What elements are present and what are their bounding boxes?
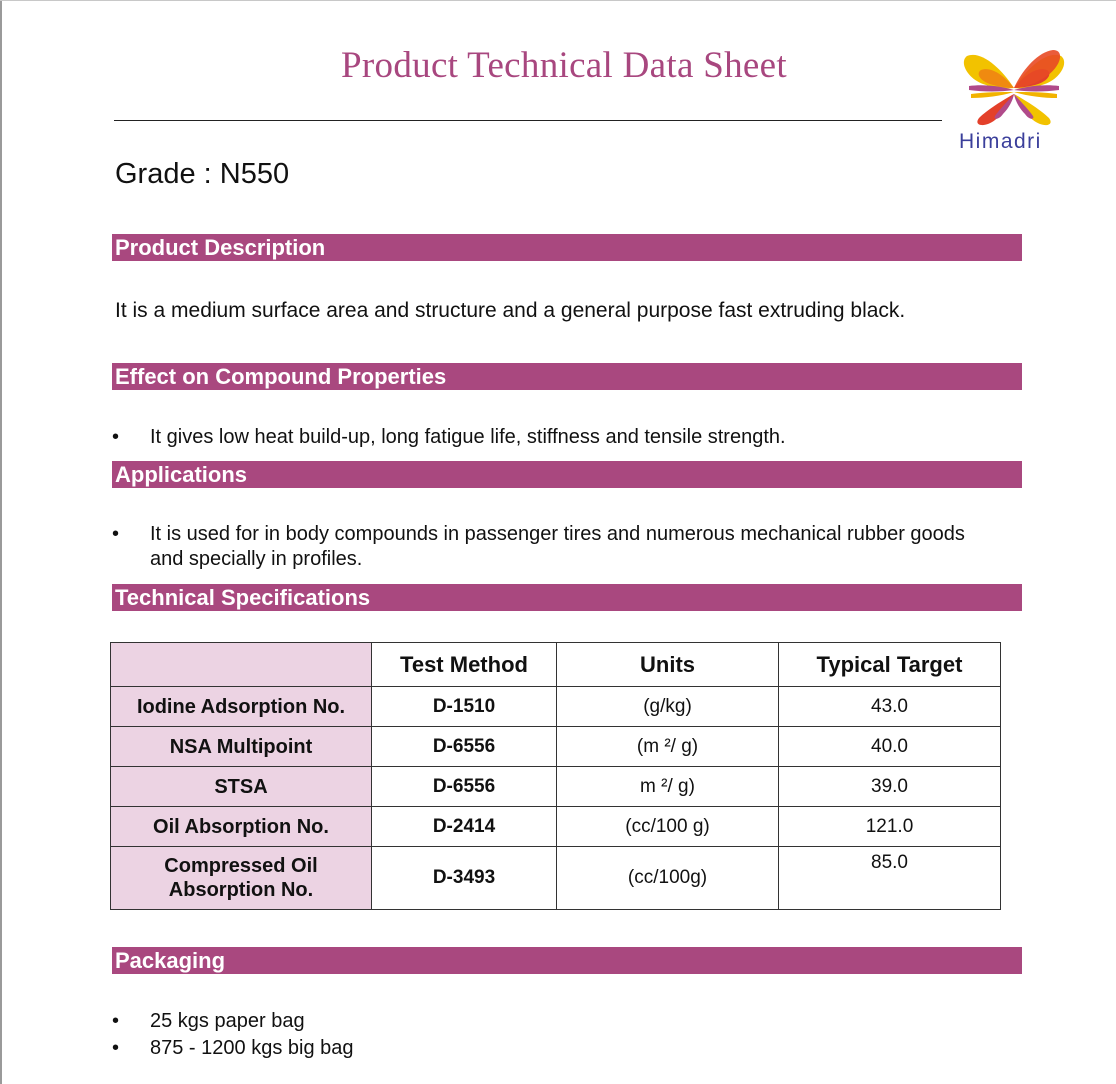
bullet-text: It gives low heat build-up, long fatigue life, stiffness and tensile strength. [150,426,786,448]
bullet-icon: • [112,426,120,448]
table-cell-parameter: Compressed Oil Absorption No. [111,847,372,910]
specifications-table [110,642,1001,910]
table-header-test-method: Test Method [372,643,557,687]
table-row [111,727,1001,767]
product-description-text: It is a medium surface area and structure and a general purpose fast extruding black. [115,299,906,322]
table-cell-units: (g/kg) [557,687,779,727]
table-row [111,687,1001,727]
table-cell-parameter: Oil Absorption No. [111,807,372,847]
document-title: Product Technical Data Sheet [341,45,787,86]
section-heading-applications: Applications [112,461,1022,488]
bullet-text: 25 kgs paper bag [150,1010,305,1032]
table-cell-target: 39.0 [779,767,1001,807]
himadri-logo [955,48,1075,158]
table-row [111,807,1001,847]
table-header-typical-target: Typical Target [779,643,1001,687]
table-cell-units: (cc/100 g) [557,807,779,847]
table-cell-parameter: STSA [111,767,372,807]
bullet-text: 875 - 1200 kgs big bag [150,1037,354,1059]
table-header-row [111,643,1001,687]
table-cell-method: D-6556 [372,727,557,767]
table-cell-method: D-3493 [372,847,557,910]
table-cell-target: 85.0 [779,847,1001,910]
table-cell-units: (m ²/ g) [557,727,779,767]
butterfly-logo-icon [961,48,1067,134]
section-heading-packaging: Packaging [112,947,1022,974]
table-cell-target: 40.0 [779,727,1001,767]
page-edge-top [0,0,1116,1]
table-row [111,847,1001,910]
table-cell-target: 121.0 [779,807,1001,847]
bullet-icon: • [112,1037,120,1059]
table-cell-method: D-1510 [372,687,557,727]
title-underline [114,120,942,121]
logo-wordmark: Himadri [959,130,1042,153]
page-edge [0,0,2,1084]
table-row [111,767,1001,807]
table-cell-units: (cc/100g) [557,847,779,910]
table-header-blank [111,643,372,687]
table-cell-parameter: NSA Multipoint [111,727,372,767]
table-cell-method: D-2414 [372,807,557,847]
table-cell-parameter: Iodine Adsorption No. [111,687,372,727]
section-heading-product-description: Product Description [112,234,1022,261]
bullet-text: It is used for in body compounds in passenger tires and numerous mechanical rubber goods and specially in profiles. [150,523,965,570]
bullet-icon: • [112,523,120,545]
bullet-icon: • [112,1010,120,1032]
table-header-units: Units [557,643,779,687]
section-heading-technical-specifications: Technical Specifications [112,584,1022,611]
table-cell-target: 43.0 [779,687,1001,727]
grade-label: Grade : N550 [115,158,290,190]
section-heading-effect-on-compound: Effect on Compound Properties [112,363,1022,390]
table-cell-method: D-6556 [372,767,557,807]
table-cell-units: m ²/ g) [557,767,779,807]
